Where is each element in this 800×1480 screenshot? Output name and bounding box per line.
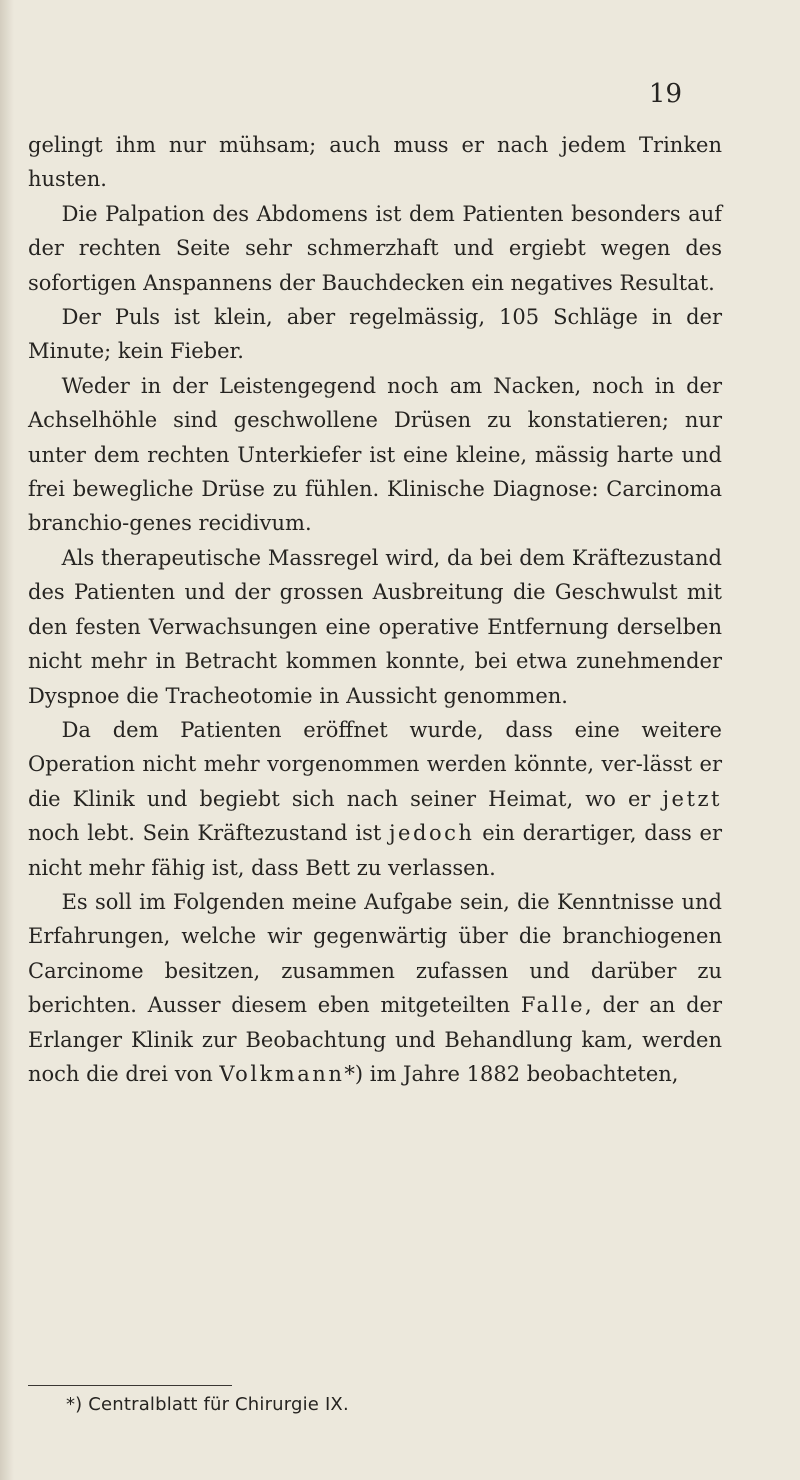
paragraph-3-text: Der Puls ist klein, aber regelmässig, 105 Schläge in der Minute; kein Fieber. (28, 305, 722, 364)
paragraph-3 (28, 300, 722, 369)
footnote: *) Centralblatt für Chirurgie IX. (66, 1394, 349, 1415)
paragraph-1 (28, 128, 722, 197)
spaced-word-jedoch: jedoch (389, 821, 475, 846)
paragraph-2-text: Die Palpation des Abdomens ist dem Patienten besonders auf der rechten Seite sehr schmerzhaft und ergiebt wegen des sofortigen Anspannens der Bauchdecken ein negatives Resultat. (28, 201, 722, 295)
paragraph-6-text-b: noch lebt. Sein Kräftezustand ist (28, 821, 390, 846)
body-text (28, 128, 722, 1091)
paragraph-4-text: Weder in der Leistengegend noch am Nacken, noch in der Achselhöhle sind geschwollene Drüsen zu konstatieren; nur unter dem rechten Unterkiefer ist eine kleine, mässig harte und frei bewegliche Drüse zu fühlen. Klinische Diagnose: Carcinoma branchio-genes recidivum. (28, 373, 722, 536)
paragraph-1-text: gelingt ihm nur mühsam; auch muss er nach jedem Trinken husten. (28, 133, 722, 192)
paragraph-6 (28, 713, 722, 885)
paragraph-2 (28, 197, 722, 300)
paragraph-6-text-a: Da dem Patienten eröffnet wurde, dass eine weitere Operation nicht mehr vorgenommen werden könnte, ver-lässt er die Klinik und begiebt sich nach seiner Heimat, wo er (28, 717, 722, 811)
page-number: 19 (648, 79, 682, 109)
spaced-word-falle: Falle (520, 993, 586, 1018)
paragraph-5-text: Als therapeutische Massregel wird, da bei dem Kräftezustand des Patienten und der grossen Ausbreitung die Geschwulst mit den festen Verwachsungen eine operative Entfernung derselben nicht mehr in Betracht kommen konnte, bei etwa zunehmender Dyspnoe die Tracheotomie in Aussicht genommen. (28, 545, 722, 708)
spaced-word-jetzt: jetzt (662, 786, 722, 811)
paragraph-7-text-a: Es soll im Folgenden meine Aufgabe sein, die Kenntnisse und Erfahrungen, welche wir gegenwärtig über die branchiogenen Carcinome besitzen, zusammen zufassen und darüber zu berichten. Ausser diesem eben mitgeteilten (28, 889, 722, 1018)
paragraph-4 (28, 369, 722, 541)
paragraph-5 (28, 541, 722, 713)
paragraph-7 (28, 885, 722, 1091)
paragraph-7-text-c: *) im Jahre 1882 beobachteten, (344, 1061, 679, 1086)
footnote-divider (28, 1385, 232, 1386)
spaced-word-volkmann: Volkmann (219, 1061, 345, 1086)
page-edge-shadow (0, 0, 14, 1480)
paragraph-6-text-c: ein derartiger, dass er nicht mehr fähig ist, dass Bett zu verlassen. (28, 821, 722, 880)
paragraph-7-text-b: , der an der Erlanger Klinik zur Beobachtung und Behandlung kam, werden noch die drei von (28, 993, 722, 1086)
